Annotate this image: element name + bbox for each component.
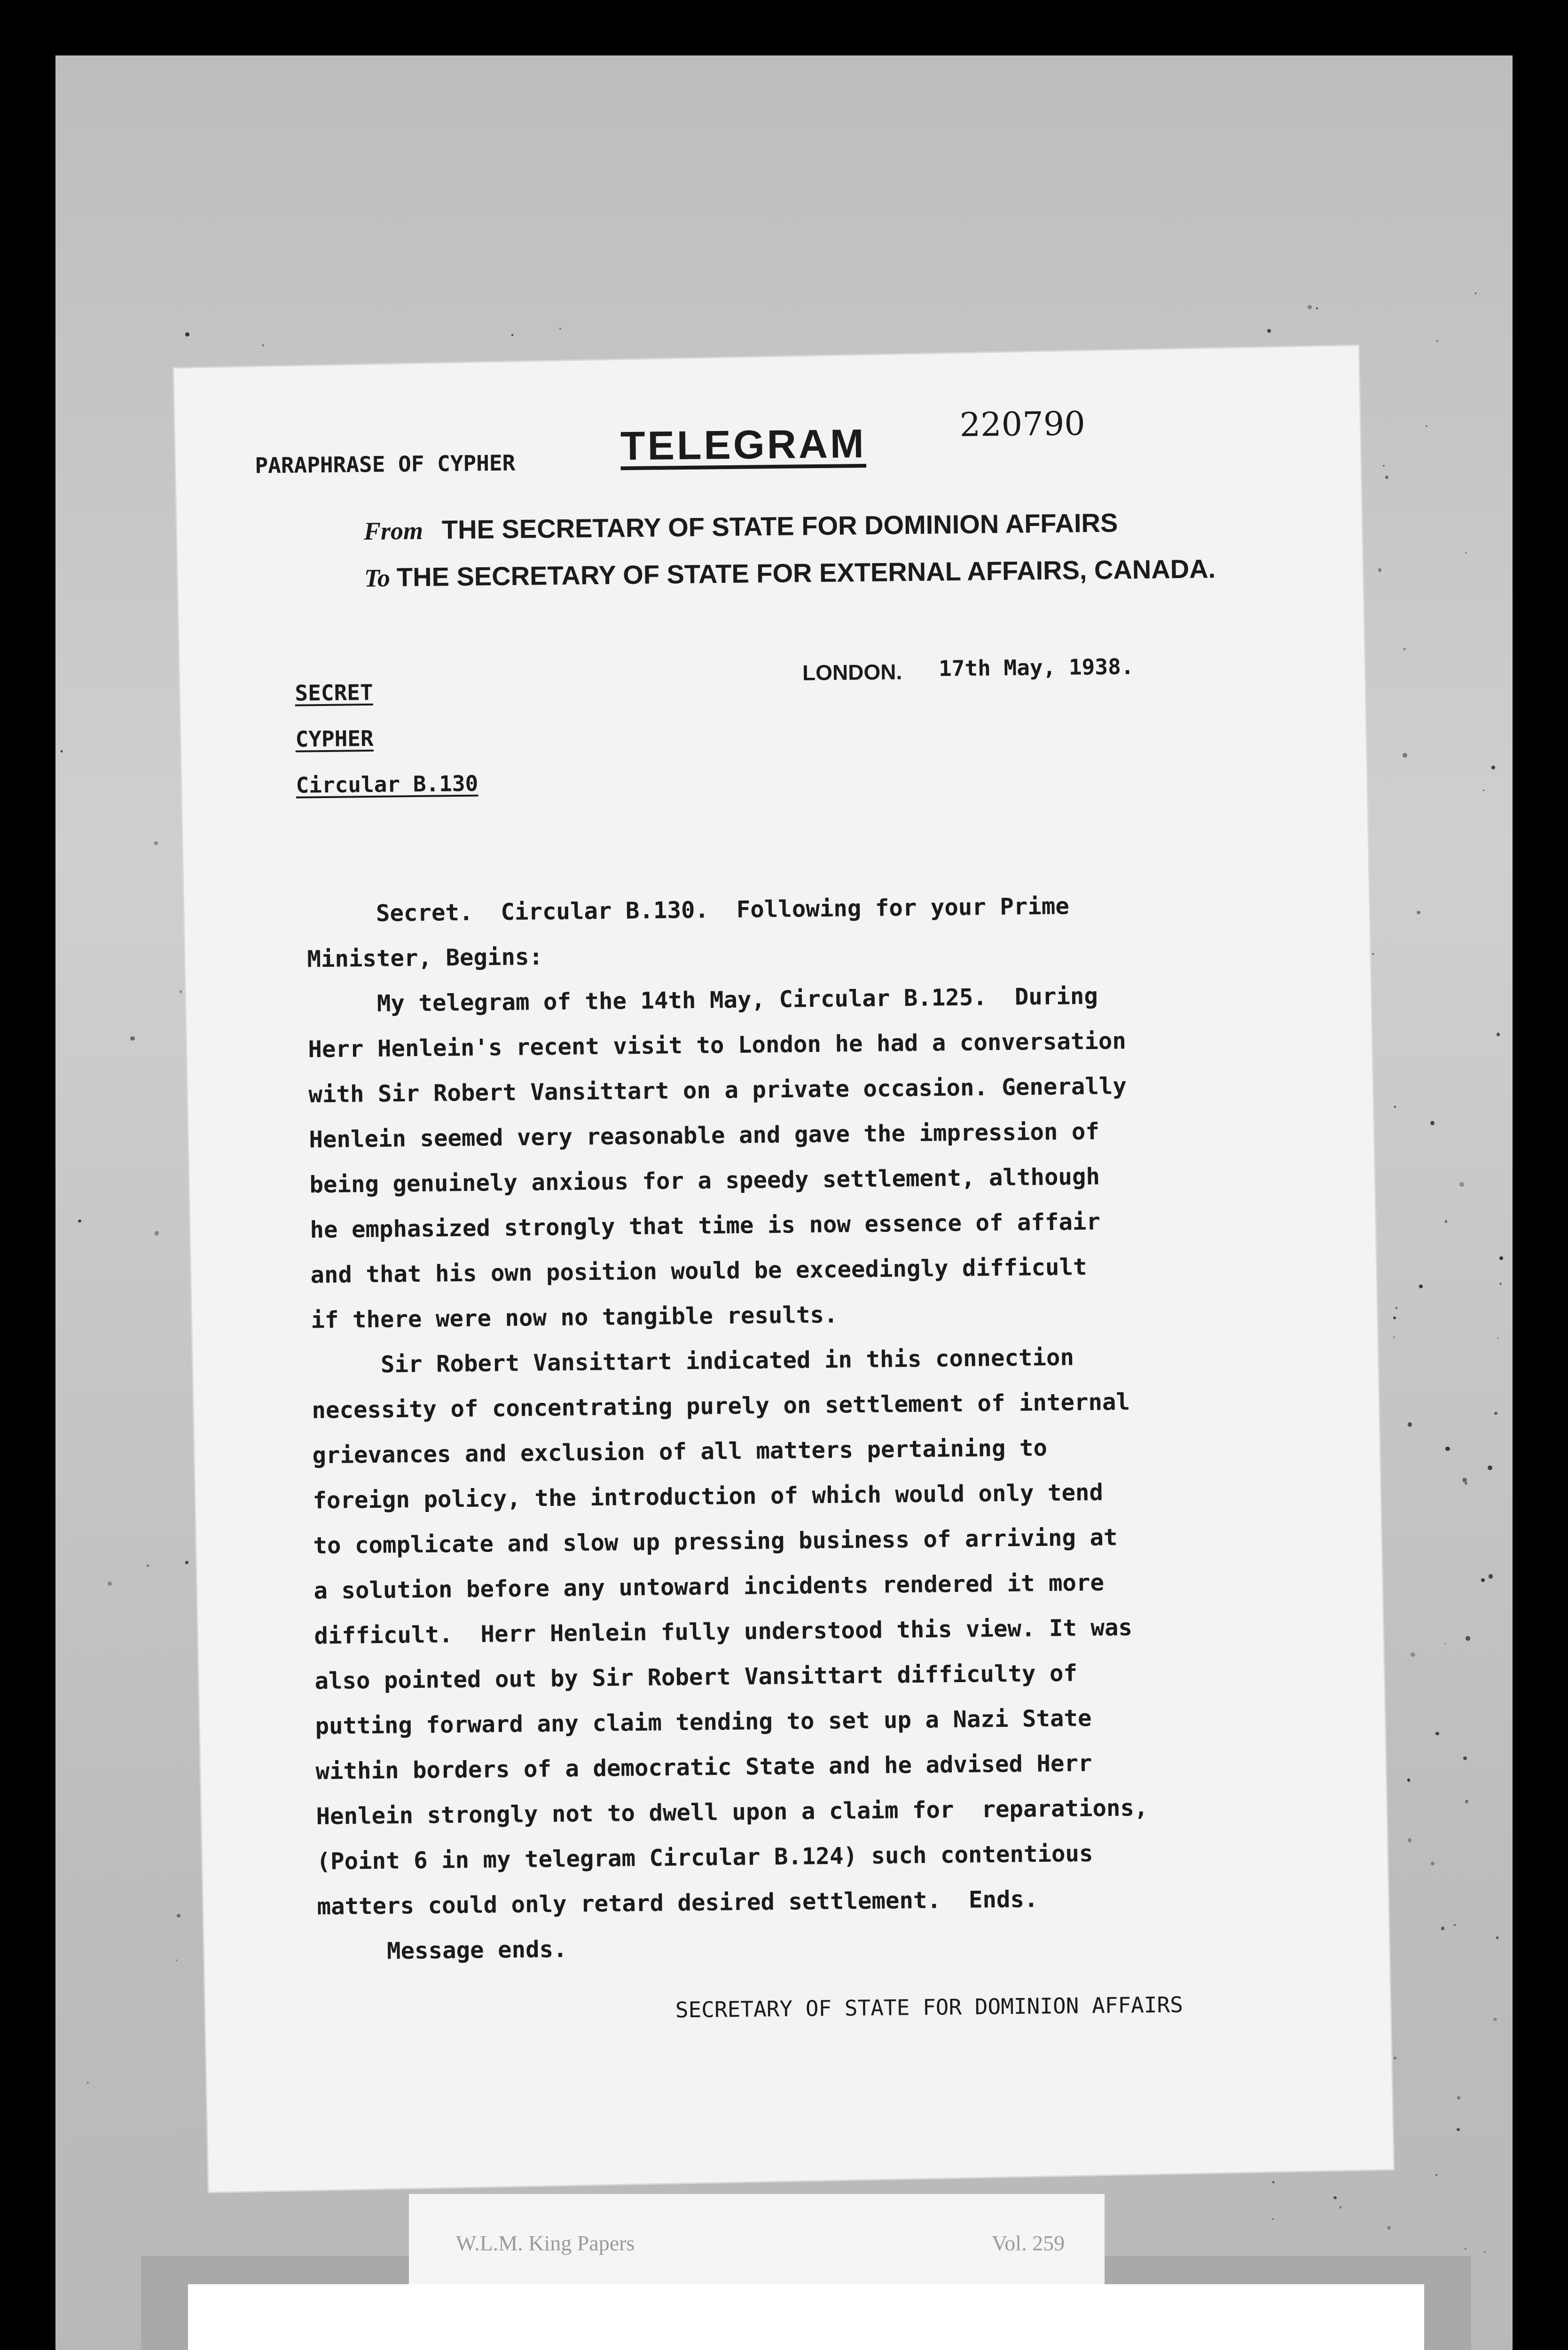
dust-speck: [1403, 753, 1407, 758]
dust-speck: [1445, 1447, 1450, 1451]
dust-speck: [1488, 1465, 1492, 1470]
dust-speck: [1493, 2018, 1497, 2021]
to-text: THE SECRETARY OF STATE FOR EXTERNAL AFFAIRS, CANADA.: [396, 554, 1216, 592]
dust-speck: [1387, 2226, 1391, 2230]
dust-speck: [1441, 1927, 1445, 1930]
dust-speck: [1340, 2206, 1342, 2209]
from-label: From: [363, 516, 423, 546]
dust-speck: [61, 750, 63, 752]
dust-speck: [185, 332, 189, 337]
classification-secret: SECRET: [295, 679, 373, 706]
dust-speck: [262, 344, 264, 346]
paraphrase-label: PARAPHRASE OF CYPHER: [255, 450, 516, 478]
dust-speck: [155, 1231, 159, 1235]
dust-speck: [1435, 2174, 1437, 2176]
to-label: To: [364, 564, 391, 593]
body-line: difficult. Herr Henlein fully understood this view. It was: [314, 1614, 1133, 1650]
dust-speck: [1372, 953, 1374, 955]
dust-speck: [1465, 2248, 1466, 2250]
body-line: he emphasized strongly that time is now essence of affair: [310, 1208, 1101, 1244]
dust-speck: [559, 328, 561, 329]
dust-speck: [1466, 1636, 1470, 1641]
dust-speck: [1396, 1307, 1397, 1309]
dust-speck: [1426, 425, 1427, 427]
body-line: Herr Henlein's recent visit to London he had a conversation: [308, 1027, 1127, 1063]
body-line: grievances and exclusion of all matters pertaining to: [312, 1434, 1048, 1469]
from-line: [364, 507, 1118, 546]
dust-speck: [1497, 1338, 1498, 1339]
dust-speck: [1431, 1862, 1435, 1865]
dust-speck: [177, 1914, 180, 1918]
dust-speck: [1491, 766, 1495, 769]
body-line: Message ends.: [317, 1935, 567, 1966]
from-text: THE SECRETARY OF STATE FOR DOMINION AFFAIRS: [441, 508, 1118, 545]
dust-speck: [1417, 911, 1420, 915]
dust-speck: [108, 1582, 112, 1586]
body-line: foreign policy, the introduction of which would only tend: [313, 1479, 1104, 1514]
dust-speck: [1475, 292, 1476, 294]
dust-speck: [86, 2082, 89, 2084]
dust-speck: [1272, 2181, 1274, 2183]
dust-speck: [1408, 1838, 1412, 1842]
dust-speck: [1393, 1316, 1396, 1319]
dust-speck: [1457, 2128, 1459, 2131]
dust-speck: [147, 1565, 149, 1567]
dust-speck: [1430, 1121, 1435, 1125]
body-line: Secret. Circular B.130. Following for your Prime: [306, 893, 1070, 928]
dust-speck: [1499, 1283, 1502, 1285]
dust-speck: [1394, 2057, 1396, 2059]
dust-speck: [1457, 2096, 1460, 2099]
dust-speck: [1494, 1412, 1497, 1415]
dust-speck: [1435, 1732, 1439, 1736]
dust-speck: [1444, 1643, 1446, 1645]
body-line: a solution before any untoward incidents rendered it more: [314, 1569, 1105, 1605]
dust-speck: [1483, 790, 1484, 791]
dust-speck: [176, 1959, 178, 1961]
classification-circular: Circular B.130: [296, 770, 478, 798]
dust-speck: [1497, 1033, 1500, 1036]
volume-label: Vol. 259: [992, 2231, 1065, 2255]
telegram-number: 220790: [959, 404, 1086, 444]
dust-speck: [1316, 307, 1318, 309]
dust-speck: [154, 841, 158, 845]
body-line: with Sir Robert Vansittart on a private occasion. Generally: [308, 1073, 1127, 1108]
dust-speck: [1454, 1924, 1456, 1926]
body-line: also pointed out by Sir Robert Vansittart difficulty of: [314, 1660, 1078, 1695]
dust-speck: [1393, 1336, 1395, 1338]
signature: SECRETARY OF STATE FOR DOMINION AFFAIRS: [675, 1992, 1184, 2023]
telegram-document: [188, 345, 1363, 2171]
dust-speck: [1481, 1578, 1485, 1582]
body-line: necessity of concentrating purely on settlement of internal: [312, 1388, 1130, 1424]
dust-speck: [1408, 1422, 1412, 1427]
telegram-title: TELEGRAM: [620, 421, 867, 469]
dust-speck: [180, 990, 182, 993]
dust-speck: [1445, 1220, 1448, 1223]
dust-speck: [511, 334, 513, 336]
dust-speck: [1411, 1653, 1415, 1657]
dust-speck: [1496, 1936, 1498, 1939]
dust-speck: [1378, 568, 1381, 572]
body-line: Henlein strongly not to dwell upon a claim for reparations,: [316, 1794, 1148, 1830]
dust-speck: [130, 1036, 134, 1041]
body-line: if there were now no tangible results.: [311, 1301, 838, 1334]
collection-label: W.L.M. King Papers: [456, 2231, 635, 2255]
telegram-body: [306, 883, 1150, 1974]
body-line: to complicate and slow up pressing business of arriving at: [313, 1524, 1118, 1559]
dust-speck: [1489, 1574, 1493, 1578]
dust-speck: [185, 1561, 189, 1565]
dust-speck: [1385, 476, 1388, 479]
body-line: within borders of a democratic State and he advised Herr: [315, 1750, 1092, 1785]
body-line: Minister, Begins:: [307, 943, 543, 973]
classification-cypher: CYPHER: [295, 725, 374, 752]
dust-speck: [1383, 465, 1385, 467]
dust-speck: [1308, 305, 1312, 309]
body-line: Henlein seemed very reasonable and gave the impression of: [309, 1118, 1100, 1153]
dust-speck: [1333, 2196, 1336, 2199]
dust-speck: [1403, 648, 1405, 650]
dust-speck: [1436, 340, 1438, 342]
body-line: being genuinely anxious for a speedy settlement, although: [309, 1163, 1100, 1198]
body-line: putting forward any claim tending to set up a Nazi State: [315, 1705, 1092, 1740]
place: LONDON.: [802, 659, 902, 685]
body-line: matters could only retard desired settlement. Ends.: [317, 1886, 1038, 1920]
dust-speck: [1465, 552, 1467, 554]
dust-speck: [1465, 1800, 1469, 1803]
dust-speck: [1499, 1256, 1503, 1260]
dust-speck: [1484, 2251, 1486, 2253]
body-line: Sir Robert Vansittart indicated in this connection: [311, 1344, 1074, 1379]
body-line: (Point 6 in my telegram Circular B.124) such contentious: [316, 1840, 1093, 1875]
body-line: and that his own position would be exceedingly difficult: [310, 1253, 1087, 1289]
dust-speck: [1463, 1756, 1467, 1760]
dust-speck: [78, 1220, 81, 1223]
dust-speck: [1459, 1182, 1464, 1186]
dust-speck: [1267, 329, 1271, 333]
public-archives-stamp: [188, 2284, 1424, 2350]
body-line: My telegram of the 14th May, Circular B.125. During: [307, 982, 1098, 1018]
to-line: [364, 553, 1216, 593]
dust-speck: [1272, 2218, 1274, 2220]
dust-speck: [1407, 1778, 1411, 1782]
date: 17th May, 1938.: [938, 653, 1134, 682]
dust-speck: [1419, 1285, 1423, 1288]
dust-speck: [1394, 1106, 1396, 1108]
